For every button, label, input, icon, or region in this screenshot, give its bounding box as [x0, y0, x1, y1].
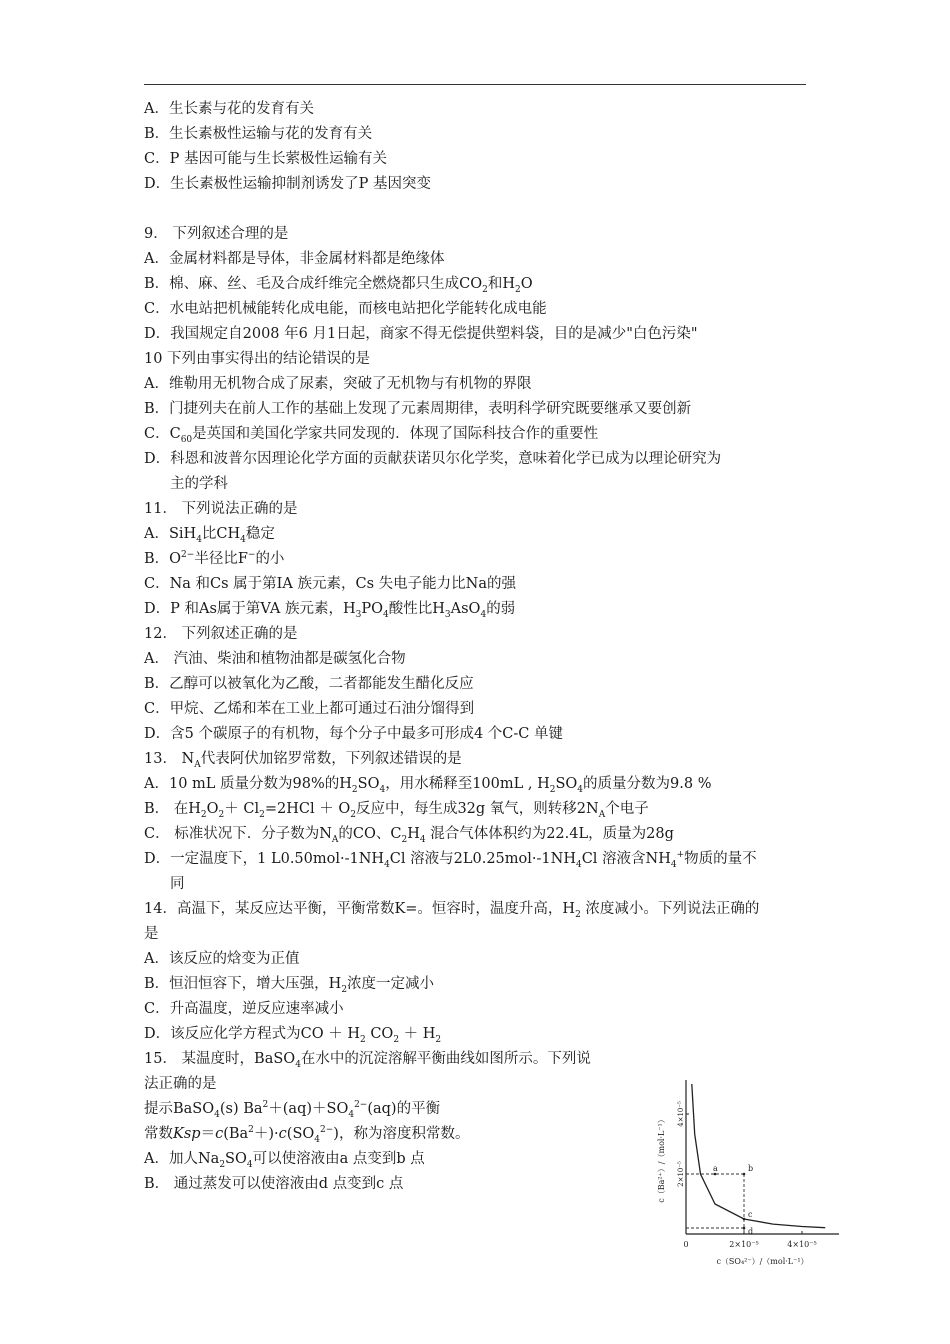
q9-option-b: B．棉、麻、丝、毛及合成纤维完全燃烧都只生成$CO_2$和$H_2O$: [144, 276, 533, 295]
q8-option-a: A．生长素与花的发育有关: [144, 101, 314, 117]
point-label-c: c: [748, 1210, 753, 1219]
q9-option-c: C．水电站把机械能转化成电能，而核电站把化学能转化成电能: [144, 301, 547, 317]
q12-option-d: D．含5 个碳原子的有机物，每个分子中最多可形成4 个C-C 单键: [144, 726, 563, 742]
q12-option-a: A． 汽油、柴油和植物油都是碳氢化合物: [144, 651, 406, 667]
q11-option-b: B．$O^{2-}$半径比F−的小: [144, 550, 285, 567]
exam-content: [144, 97, 808, 1197]
q13-option-d: D．一定温度下，1 $L0.50mol\cdot-1NH_4Cl$ 溶液与$2L0.25mol\cdot-1NH_4Cl$ 溶液含$NH_4^+$物质的量不: [144, 850, 757, 870]
q15-ksp: 常数$Ksp=c(Ba^2+)\cdot c(SO_4^{2-})$，称为溶度积常数。: [144, 1125, 470, 1145]
q11-option-a: A．SiH$_4$比$CH_4$稳定: [144, 526, 275, 545]
q14-option-c: C．升高温度，逆反应速率减小: [144, 1001, 344, 1017]
x-tick-label: 2×10⁻⁵: [729, 1240, 759, 1249]
y-tick-label: 2×10⁻⁵: [677, 1161, 685, 1187]
q13-stem: 13． $N_A$代表阿伏加铭罗常数，下列叙述错误的是: [144, 751, 462, 770]
point-a: [714, 1173, 717, 1176]
point-label-a: a: [713, 1164, 718, 1173]
q13-option-c: C． 标准状况下．分子数为$N_A$的CO、$C_2H_4$ 混合气体体积约为22.4L，质量为28g: [144, 826, 674, 845]
q8-option-c: C．P 基因可能与生长萦极性运输有关: [144, 151, 387, 167]
q9-option-d: D．我国规定自2008 年6 月1日起，商家不得无偿提供塑料袋，目的是减少"白色污染": [144, 326, 698, 342]
spacer: [144, 197, 808, 222]
y-axis-label: c（Ba²⁺）/（mol·L⁻¹）: [657, 1115, 666, 1203]
q15-option-a: A．加人$Na_2SO_4$可以使溶液由a 点变到b 点: [144, 1151, 425, 1170]
q11-option-d: D．P 和As属于第VA 族元素，$H_3PO_4$酸性比$H_3AsO_4$的弱: [144, 601, 516, 620]
header-rule: [144, 84, 806, 85]
q13-option-b: B． 在$H_2O_2+ Cl_2=2HCl + O_2$反应中，每生成32g 氧气，则转移$2N_A$个电子: [144, 801, 649, 820]
point-label-d: d: [748, 1227, 754, 1236]
x-tick-label: 4×10⁻⁵: [787, 1240, 817, 1249]
q9-option-a: A．金属材料都是导体，非金属材料都是绝缘体: [144, 251, 445, 267]
q11-stem: 11． 下列说法正确的是: [144, 501, 298, 517]
solubility-chart: [652, 1068, 852, 1273]
x-tick-label: 0: [683, 1240, 689, 1249]
q14-stem: 14．高温下，某反应达平衡，平衡常数K=。恒容时，温度升高，$H_2$ 浓度减小。下列说法正确的: [144, 901, 760, 920]
q12-option-c: C．甲烷、乙烯和苯在工业上都可通过石油分馏得到: [144, 701, 475, 717]
point-c: [743, 1218, 746, 1221]
equilibrium-curve: [692, 1084, 825, 1228]
q10-option-c: C．$C_{60}$是英国和美国化学家共同发现的．体现了国际科技合作的重要性: [144, 426, 599, 445]
q15-stem: 15． 某温度时，BaSO$_4$在水中的沉淀溶解平衡曲线如图所示。下列说: [144, 1051, 591, 1070]
q14-option-a: A．该反应的焓变为正值: [144, 951, 300, 967]
q10-option-d-cont: 主的学科: [170, 476, 228, 492]
q10-option-d: D．科恩和波普尔因理论化学方面的贡献获诺贝尔化学奖，意味着化学已成为以理论研究为: [144, 451, 722, 467]
x-axis-label: c（SO₄²⁻）/（mol·L⁻¹）: [716, 1257, 809, 1266]
q15-stem-cont: 法正确的是: [144, 1076, 217, 1092]
q13-option-d-cont: 同: [170, 876, 185, 892]
q11-option-c: C．Na 和Cs 属于第IA 族元素，Cs 失电子能力比Na的强: [144, 576, 516, 592]
q8-option-b: B．生长素极性运输与花的发育有关: [144, 126, 373, 142]
q12-option-b: B．乙醇可以被氧化为乙酸，二者都能发生醋化反应: [144, 676, 474, 692]
q14-option-d: D．该反应化学方程式为CO ＋ $H_2$ $CO_2 + H_2$: [144, 1026, 442, 1045]
q8-option-d: D．生长素极性运输抑制剂诱发了P 基因突变: [144, 176, 431, 192]
q10-option-a: A．维勒用无机物合成了尿素，突破了无机物与有机物的界限: [144, 376, 532, 392]
point-b: [743, 1173, 746, 1176]
q10-stem: 10 下列由事实得出的结论错误的是: [144, 351, 371, 367]
q14-option-b: B．恒汨恒容下，增大压强，$H_2$浓度一定减小: [144, 976, 435, 995]
point-label-b: b: [748, 1164, 754, 1173]
point-d: [743, 1227, 746, 1230]
q12-stem: 12． 下列叙述正确的是: [144, 626, 298, 642]
q9-stem: 9． 下列叙述合理的是: [144, 226, 289, 242]
q10-option-b: B．门捷列夫在前人工作的基础上发现了元素周期律，表明科学研究既要继承又要创新: [144, 401, 692, 417]
q15-option-b: B． 通过蒸发可以使溶液由d 点变到c 点: [144, 1176, 404, 1192]
q13-option-a: A．10 mL 质量分数为98%的$H_2SO_4$，用水稀释至100mL , $H_2SO_4$的质量分数为9.8 %: [144, 776, 712, 795]
q15-hint: 提示BaSO$_4$(s) $Ba^2+(aq)+SO_4^{2-}(aq)$的平衡: [144, 1100, 441, 1120]
y-tick-label: 4×10⁻⁵: [677, 1101, 685, 1127]
q14-stem-cont: 是: [144, 926, 159, 942]
